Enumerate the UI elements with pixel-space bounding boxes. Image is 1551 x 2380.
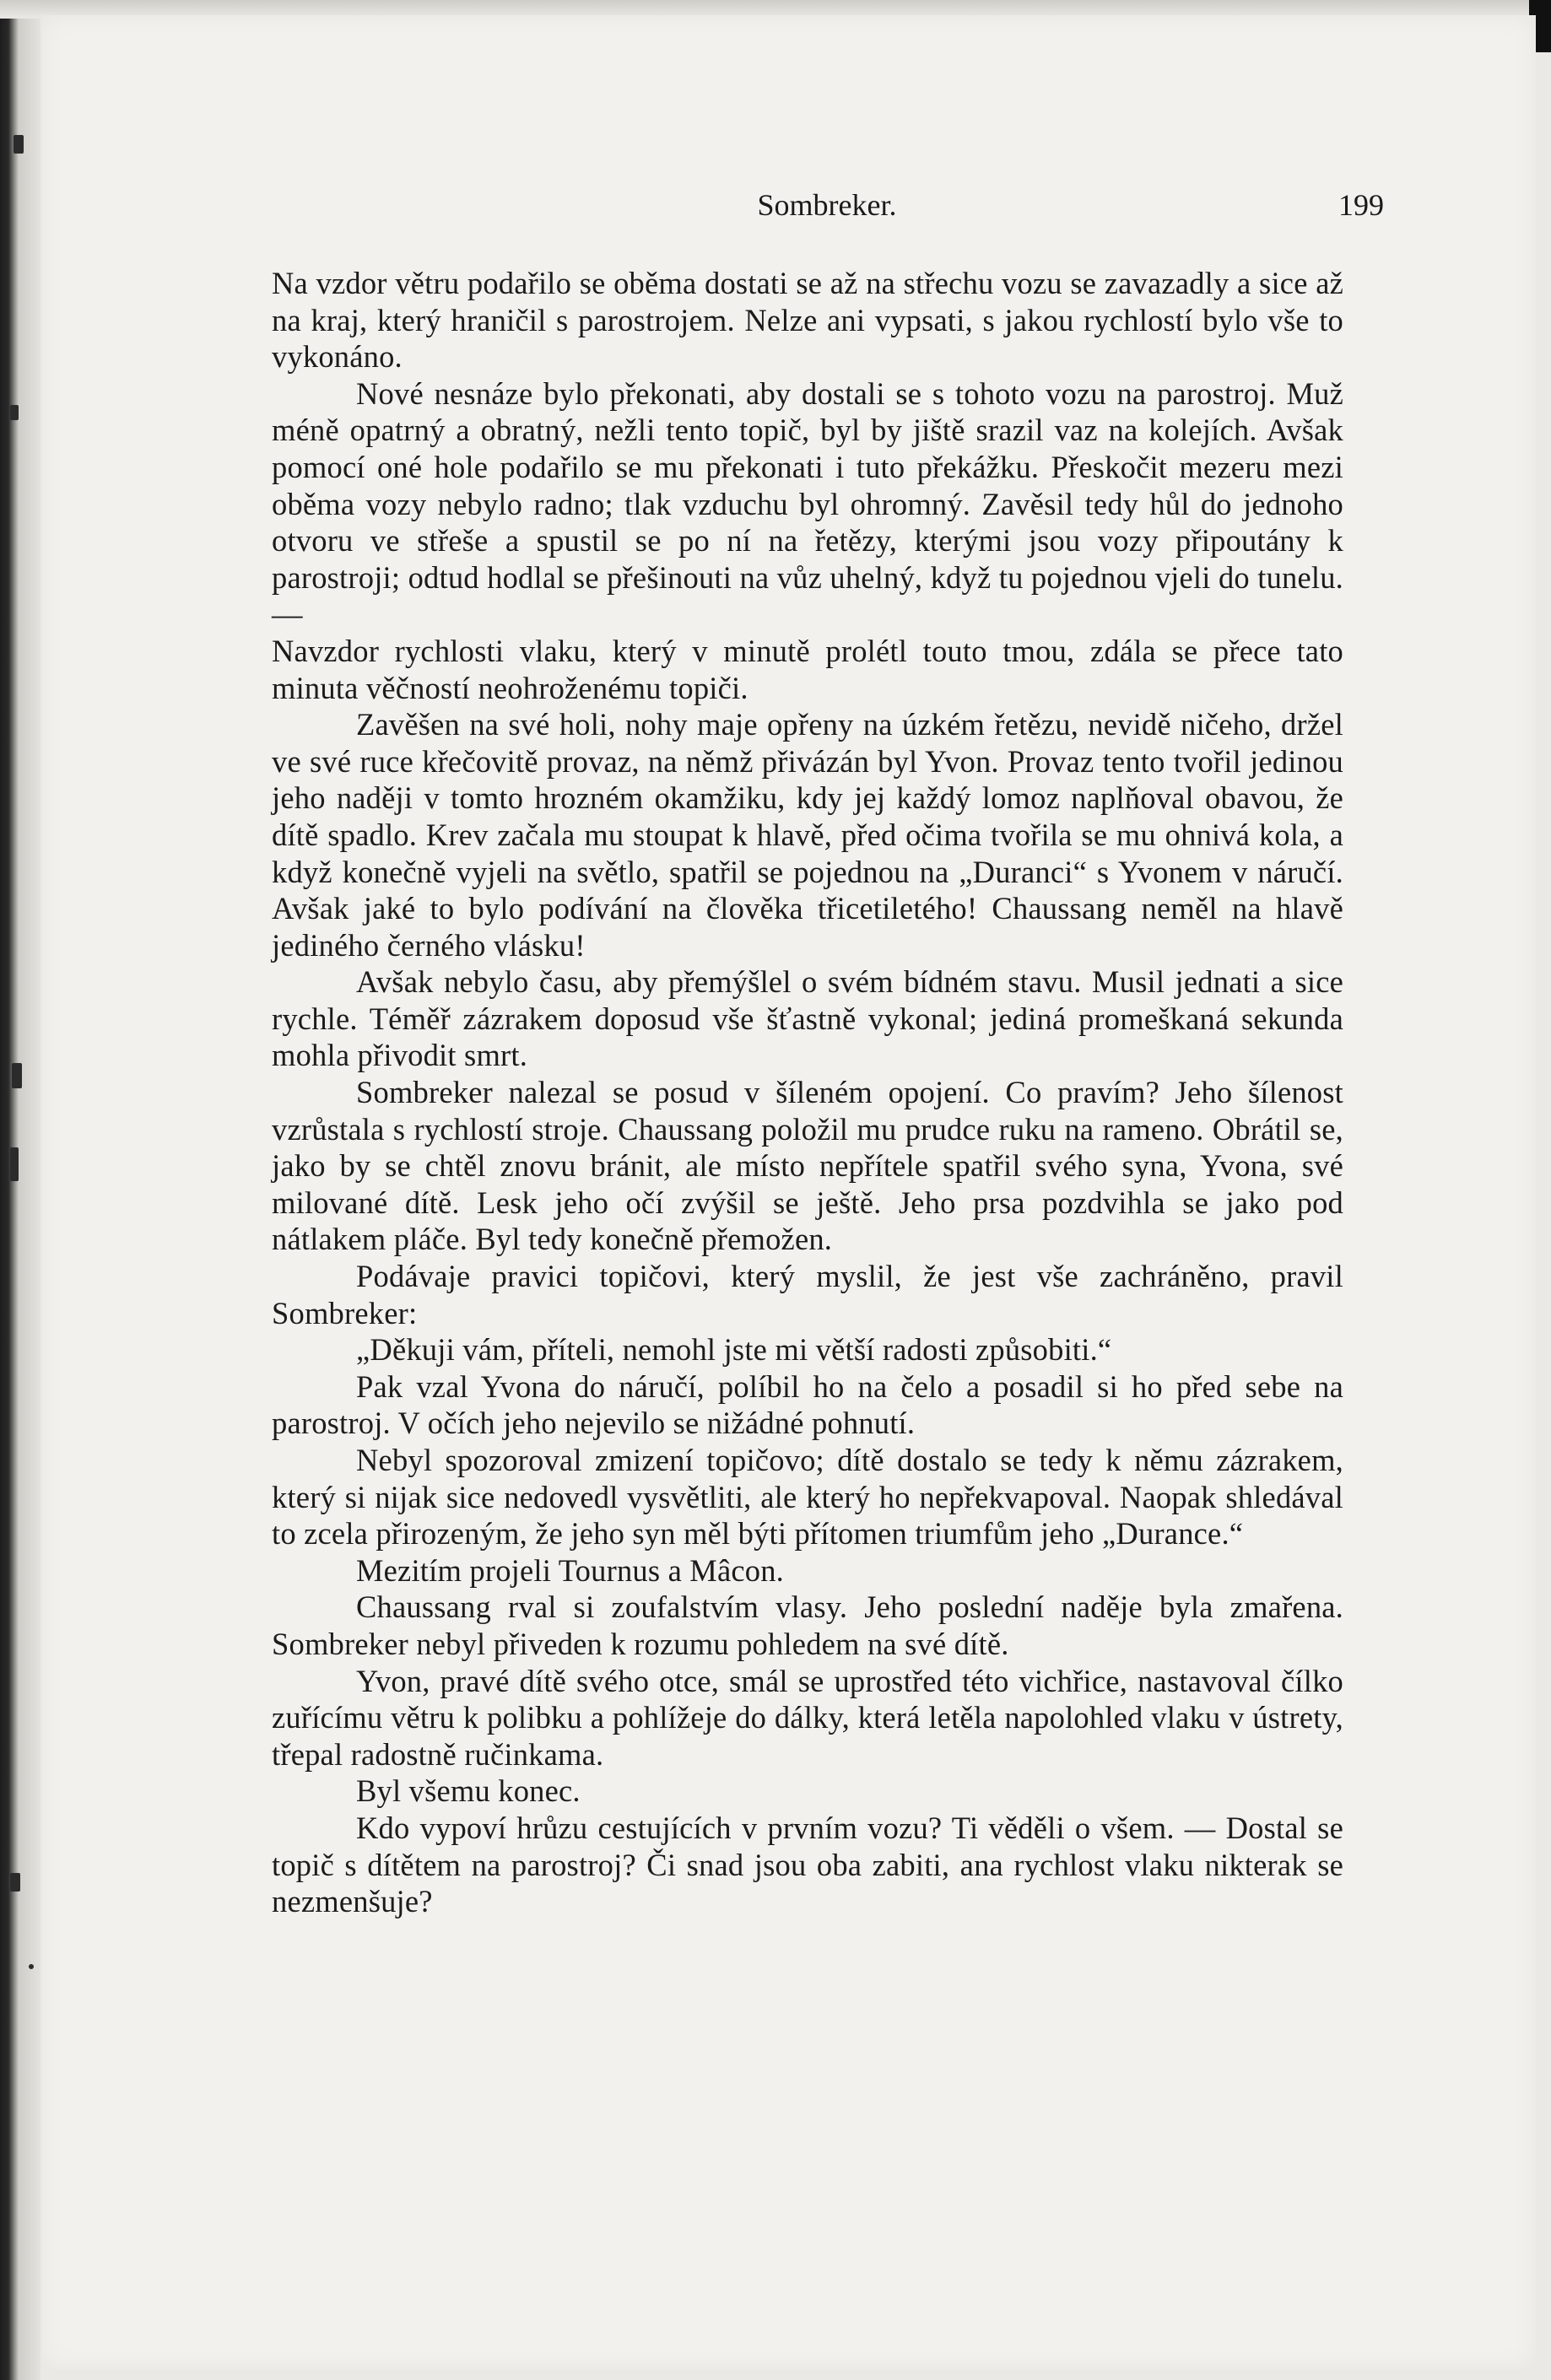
margin-mark bbox=[10, 1873, 20, 1892]
page-number: 199 bbox=[1338, 188, 1384, 222]
paragraph: Zavěšen na své holi, nohy maje opřeny na úzkém řetězu, nevidě ničeho, držel ve své ruce křečovitě provaz, na němž přivázán byl Yvon. Provaz tento tvořil jedinou jeho naději v tomto hrozném okamžiku, kdy jej každý lomoz naplňoval obavou, že dítě spadlo. Krev začala mu stoupat k hlavě, před očima tvořila se mu ohnivá kola, a když konečně vyjeli na světlo, spatřil se pojednou na „Duranci“ s Yvonem v náručí. Avšak jaké to bylo podívání na člověka třicetiletého! Chaussang neměl na hlavě jediného černého vlásku! bbox=[272, 707, 1343, 963]
paragraph: Chaussang rval si zoufalstvím vlasy. Jeho poslední naděje byla zmařena. Sombreker nebyl přiveden k rozumu pohledem na své dítě. bbox=[272, 1589, 1343, 1661]
paragraph: Avšak nebylo času, aby přemýšlel o svém bídném stavu. Musil jednati a sice rychle. Téměř zázrakem doposud vše šťastně vykonal; jediná promeškaná sekunda mohla přivodit smrt. bbox=[272, 964, 1343, 1073]
binding-edge bbox=[0, 0, 41, 2380]
page-header bbox=[270, 184, 1384, 226]
paragraph: Yvon, pravé dítě svého otce, smál se uprostřed této vichřice, nastavoval čílko zuřícímu větru k polibku a pohlížeje do dálky, která letěla napolohled vlaku v ústrety, třepal radostně ručinkama. bbox=[272, 1663, 1343, 1772]
body-text bbox=[272, 265, 1343, 1920]
paragraph: Sombreker nalezal se posud v šíleném opojení. Co pravím? Jeho šílenost vzrůstala s rychlostí stroje. Chaussang položil mu prudce ruku na rameno. Obrátil se, jako by se chtěl znovu bránit, ale místo nepřítele spatřil svého syna, Yvona, své milované dítě. Lesk jeho očí zvýšil se ještě. Jeho prsa pozdvihla se jako pod nátlakem pláče. Byl tedy konečně přemožen. bbox=[272, 1075, 1343, 1257]
paragraph: Nové nesnáze bylo překonati, aby dostali se s tohoto vozu na parostroj. Muž méně opatrný a obratný, nežli tento topič, byl by jiště srazil vaz na kolejích. Avšak pomocí oné hole podařilo se mu překonati i tuto překážku. Přeskočit mezeru mezi oběma vozy nebylo radno; tlak vzduchu byl ohromný. Zavěsil tedy hůl do jednoho otvoru ve střeše a spustil se po ní na řetězy, kterými jsou vozy připoutány k parostroji; odtud hodlal se přešinouti na vůz uhelný, když tu pojednou vjeli do tunelu. — bbox=[272, 375, 1343, 632]
paragraph: Na vzdor větru podařilo se oběma dostati se až na střechu vozu se zavazadly a sice až na kraj, který hraničil s parostrojem. Nelze ani vypsati, s jakou rychlostí bylo vše to vykonáno. bbox=[272, 266, 1343, 375]
margin-mark bbox=[14, 135, 24, 154]
paragraph: Nebyl spozoroval zmizení topičovo; dítě dostalo se tedy k němu zázrakem, který si nijak sice nedovedl vysvětliti, ale který ho nepřekvapoval. Naopak shledával to zcela přirozeným, že jeho syn měl býti přítomen triumfům jeho „Durance.“ bbox=[272, 1443, 1343, 1552]
running-title: Sombreker. bbox=[757, 188, 897, 222]
margin-mark bbox=[29, 1964, 34, 1969]
paragraph: Byl všemu konec. bbox=[356, 1773, 581, 1809]
margin-mark bbox=[12, 1063, 22, 1088]
book-page bbox=[42, 15, 1536, 2369]
paragraph: Navzdor rychlosti vlaku, který v minutě prolétl touto tmou, zdála se přece tato minuta věčností neohroženému topiči. bbox=[272, 633, 1343, 705]
paragraph: Podávaje pravici topičovi, který myslil, že jest vše zachráněno, pravil Sombreker: bbox=[272, 1259, 1343, 1330]
margin-mark bbox=[10, 405, 19, 420]
paragraph: Pak vzal Yvona do náručí, políbil ho na čelo a posadil si ho před sebe na parostroj. V očích jeho nejevilo se nižádné pohnutí. bbox=[272, 1368, 1343, 1441]
paragraph: „Děkuji vám, příteli, nemohl jste mi větší radosti způsobiti.“ bbox=[356, 1332, 1112, 1368]
margin-mark bbox=[10, 1147, 19, 1181]
paragraph: Kdo vypoví hrůzu cestujících v prvním vozu? Ti věděli o všem. — Dostal se topič s dítětem na parostroj? Či snad jsou oba zabiti, ana rychlost vlaku nikterak se nezmenšuje? bbox=[272, 1810, 1343, 1919]
paragraph: Mezitím projeli Tournus a Mâcon. bbox=[356, 1552, 784, 1588]
